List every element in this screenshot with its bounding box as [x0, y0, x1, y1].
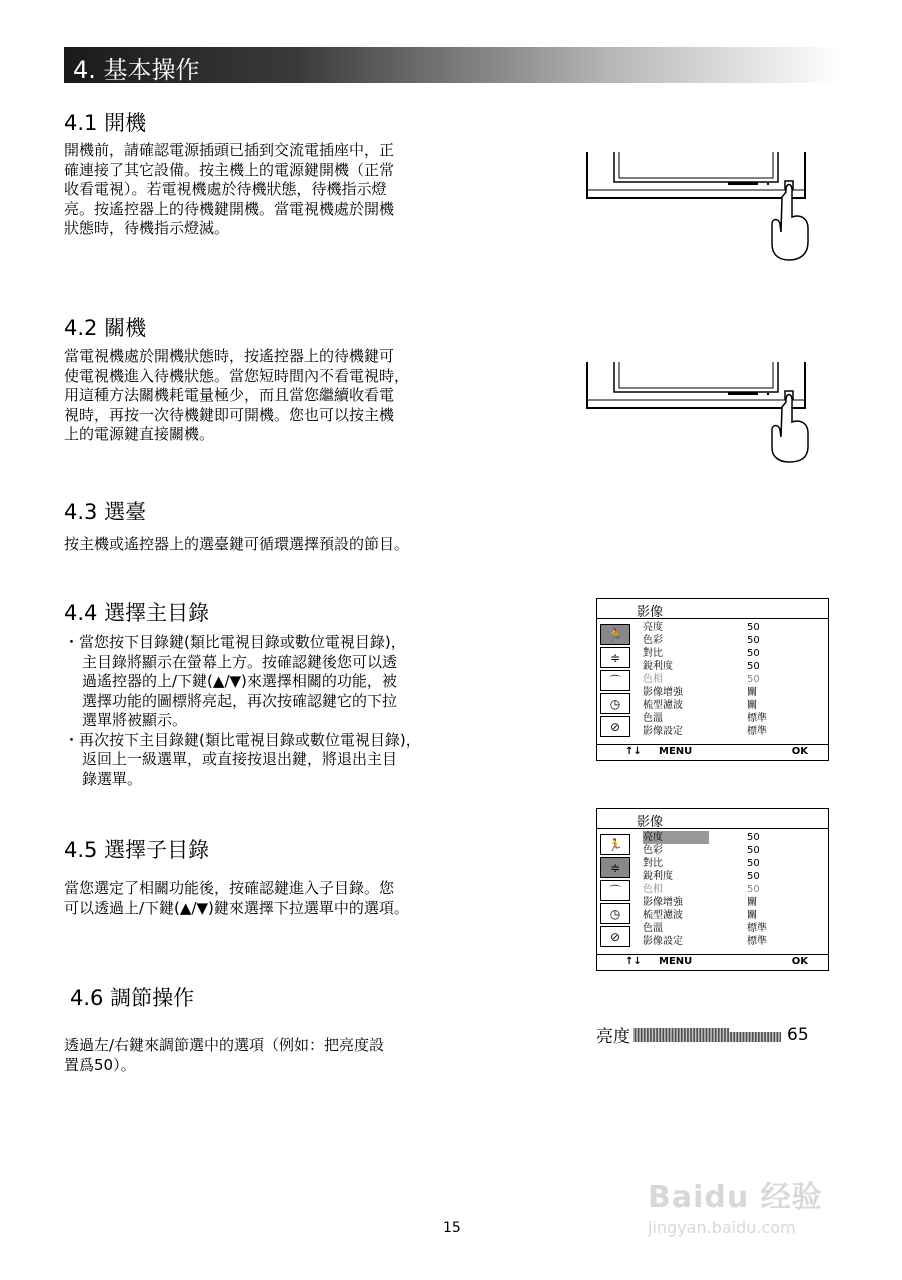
- text-line: 使電視機進入待機狀態。當您短時間內不看電視時，: [64, 366, 410, 385]
- menu-item-value: 標準: [747, 923, 767, 934]
- person-icon: 🏃: [600, 834, 630, 855]
- section-4-6-text: [64, 1036, 474, 1075]
- tv-power-on-illustration: [586, 152, 816, 264]
- text-line: 置爲50）。: [64, 1055, 136, 1074]
- person-icon: 🏃: [600, 624, 630, 645]
- text-line: 用這種方法關機耗電量極少，而且當您繼續收看電: [64, 386, 395, 404]
- baidu-jingyan-watermark: [648, 1172, 848, 1237]
- text-line: 收看電視）。若電視機處於待機狀態，待機指示燈: [64, 180, 387, 198]
- menu-item-value: 50: [747, 871, 760, 882]
- menu-item: [643, 725, 823, 738]
- menu-item-label: 影像設定: [643, 936, 683, 947]
- section-4-2-heading: 4.2 關機: [64, 316, 147, 340]
- menu-item-selected: [643, 831, 823, 844]
- text-line: 狀態時，待機指示燈滅。: [64, 219, 230, 237]
- menu-item-label: 影像增強: [643, 687, 683, 698]
- text-line: 選擇功能的圖標將亮起，再次按確認鍵它的下拉: [82, 691, 398, 710]
- bullet-line: ・當您按下目錄鍵(類比電視目錄或數位電視目錄)，: [64, 633, 406, 651]
- picture-menu-screen-sub: [596, 808, 829, 971]
- ok-key-label: OK: [791, 956, 808, 967]
- satellite-icon: ⊘: [600, 926, 630, 947]
- menu-item-value: 50: [747, 648, 760, 659]
- menu-item-label: 影像增強: [643, 897, 683, 908]
- section-4-2-text: [64, 347, 474, 445]
- menu-item-value: 關: [747, 897, 757, 908]
- up-down-arrows-icon: ↑↓: [625, 746, 642, 757]
- menu-footer: [597, 745, 828, 760]
- menu-item-value: 標準: [747, 936, 767, 947]
- menu-item: [643, 870, 823, 883]
- brightness-value: 65: [787, 1024, 809, 1045]
- menu-item-value: 標準: [747, 726, 767, 737]
- picture-menu-screen-main: [596, 598, 829, 761]
- clock-icon: ◷: [600, 903, 630, 924]
- text-line: 按主機或遙控器上的選臺鍵可循環選擇預設的節目。: [64, 535, 410, 553]
- section-4-1-text: [64, 141, 474, 239]
- menu-item: [643, 673, 823, 686]
- menu-item-value: 50: [747, 661, 760, 672]
- brightness-adjust-bar: [596, 1022, 809, 1047]
- menu-item-label: 銳利度: [643, 661, 673, 672]
- menu-item: [643, 883, 823, 896]
- antenna-icon: ⌒: [600, 670, 630, 691]
- text-line: 過遙控器的上/下鍵(▲/▼)來選擇相關的功能，被: [82, 672, 397, 690]
- chapter-title: 4. 基本操作: [73, 56, 200, 84]
- menu-item-label: 銳利度: [643, 871, 673, 882]
- menu-item-label: 梳型濾波: [643, 700, 683, 711]
- menu-item-label: 亮度: [643, 831, 709, 844]
- antenna-icon: ⌒: [600, 880, 630, 901]
- brightness-level-ticks: [633, 1026, 783, 1044]
- tv-power-off-illustration: [586, 362, 816, 466]
- menu-item-label: 色彩: [643, 635, 663, 646]
- menu-item-value: 50: [747, 858, 760, 869]
- menu-item: [643, 686, 823, 699]
- menu-item-value: 50: [747, 635, 760, 646]
- text-line: 返回上一級選單，或直接按退出鍵，將退出主目: [82, 750, 398, 768]
- menu-item-list: [643, 621, 823, 738]
- menu-item: [643, 660, 823, 673]
- menu-title: 影像: [637, 605, 664, 620]
- up-down-arrows-icon: ↑↓: [625, 956, 642, 967]
- equalizer-icon: ≑: [600, 647, 630, 668]
- watermark-brand: Baidu 经验: [648, 1180, 823, 1215]
- menu-item-label: 對比: [643, 858, 663, 869]
- menu-item: [643, 909, 823, 922]
- menu-item-value: 關: [747, 687, 757, 698]
- text-line: 主目錄將顯示在螢幕上方。按確認鍵後您可以透: [82, 652, 398, 671]
- menu-item-value: 標準: [747, 713, 767, 724]
- menu-item-label: 亮度: [643, 622, 663, 633]
- menu-item-label: 梳型濾波: [643, 910, 683, 921]
- section-4-1-heading: 4.1 開機: [64, 111, 147, 135]
- section-4-6-heading: 4.6 調節操作: [70, 986, 195, 1010]
- menu-key-label: MENU: [659, 746, 693, 757]
- menu-item: [643, 712, 823, 725]
- menu-item-value: 關: [747, 910, 757, 921]
- ok-key-label: OK: [791, 746, 808, 757]
- bullet-line: ・再次按下主目錄鍵(類比電視目錄或數位電視目錄)，: [64, 730, 421, 749]
- menu-title: 影像: [637, 815, 664, 830]
- text-line: 可以透過上/下鍵(▲/▼)鍵來選擇下拉選單中的選項。: [64, 898, 409, 917]
- text-line: 當您選定了相關功能後，按確認鍵進入子目錄。您: [64, 879, 395, 897]
- menu-item-label: 色溫: [643, 923, 663, 934]
- text-line: 選單將被顯示。: [82, 711, 188, 729]
- watermark-url: jingyan.baidu.com: [648, 1218, 796, 1237]
- menu-item-value: 50: [747, 674, 760, 685]
- menu-icon-column: [600, 624, 630, 739]
- section-4-5-text: [64, 879, 474, 918]
- menu-item-value: 50: [747, 884, 760, 895]
- menu-item-label: 色彩: [643, 845, 663, 856]
- text-line: 開機前，請確認電源插頭已插到交流電插座中，正: [64, 141, 395, 159]
- menu-item-value: 50: [747, 832, 760, 843]
- menu-item-value: 50: [747, 622, 760, 633]
- menu-icon-column: [600, 834, 630, 949]
- menu-item-label: 色溫: [643, 713, 663, 724]
- text-line: 當電視機處於開機狀態時，按遙控器上的待機鍵可: [64, 347, 395, 365]
- section-4-4-text: [64, 633, 474, 789]
- menu-item-label: 影像設定: [643, 726, 683, 737]
- menu-item: [643, 935, 823, 948]
- equalizer-icon: ≑: [600, 857, 630, 878]
- menu-item: [643, 857, 823, 870]
- clock-icon: ◷: [600, 693, 630, 714]
- section-4-4-heading: 4.4 選擇主目錄: [64, 601, 210, 625]
- menu-item: [643, 621, 823, 634]
- menu-item-label: 對比: [643, 648, 663, 659]
- menu-item: [643, 647, 823, 660]
- section-4-5-heading: 4.5 選擇子目錄: [64, 838, 210, 862]
- text-line: 視時，再按一次待機鍵即可開機。您也可以按主機: [64, 405, 395, 424]
- menu-item-label: 色相: [643, 884, 663, 895]
- text-line: 亮。按遙控器上的待機鍵開機。當電視機處於開機: [64, 199, 395, 218]
- menu-item: [643, 699, 823, 712]
- brightness-label: 亮度: [596, 1027, 630, 1047]
- menu-item: [643, 922, 823, 935]
- menu-item: [643, 896, 823, 909]
- section-4-3-text: [64, 535, 474, 555]
- menu-item: [643, 844, 823, 857]
- menu-item: [643, 634, 823, 647]
- text-line: 透過左/右鍵來調節選中的選項（例如：把亮度設: [64, 1036, 385, 1054]
- page-number: 15: [443, 1220, 461, 1236]
- menu-item-value: 50: [747, 845, 760, 856]
- text-line: 上的電源鍵直接關機。: [64, 425, 215, 443]
- menu-item-value: 關: [747, 700, 757, 711]
- menu-item-list: [643, 831, 823, 948]
- menu-key-label: MENU: [659, 956, 693, 967]
- menu-footer: [597, 955, 828, 970]
- text-line: 錄選單。: [82, 769, 143, 788]
- text-line: 確連接了其它設備。按主機上的電源鍵開機（正常: [64, 160, 395, 179]
- section-4-3-heading: 4.3 選臺: [64, 500, 147, 524]
- satellite-icon: ⊘: [600, 716, 630, 737]
- chapter-header-bar: [64, 47, 840, 83]
- menu-item-label: 色相: [643, 674, 663, 685]
